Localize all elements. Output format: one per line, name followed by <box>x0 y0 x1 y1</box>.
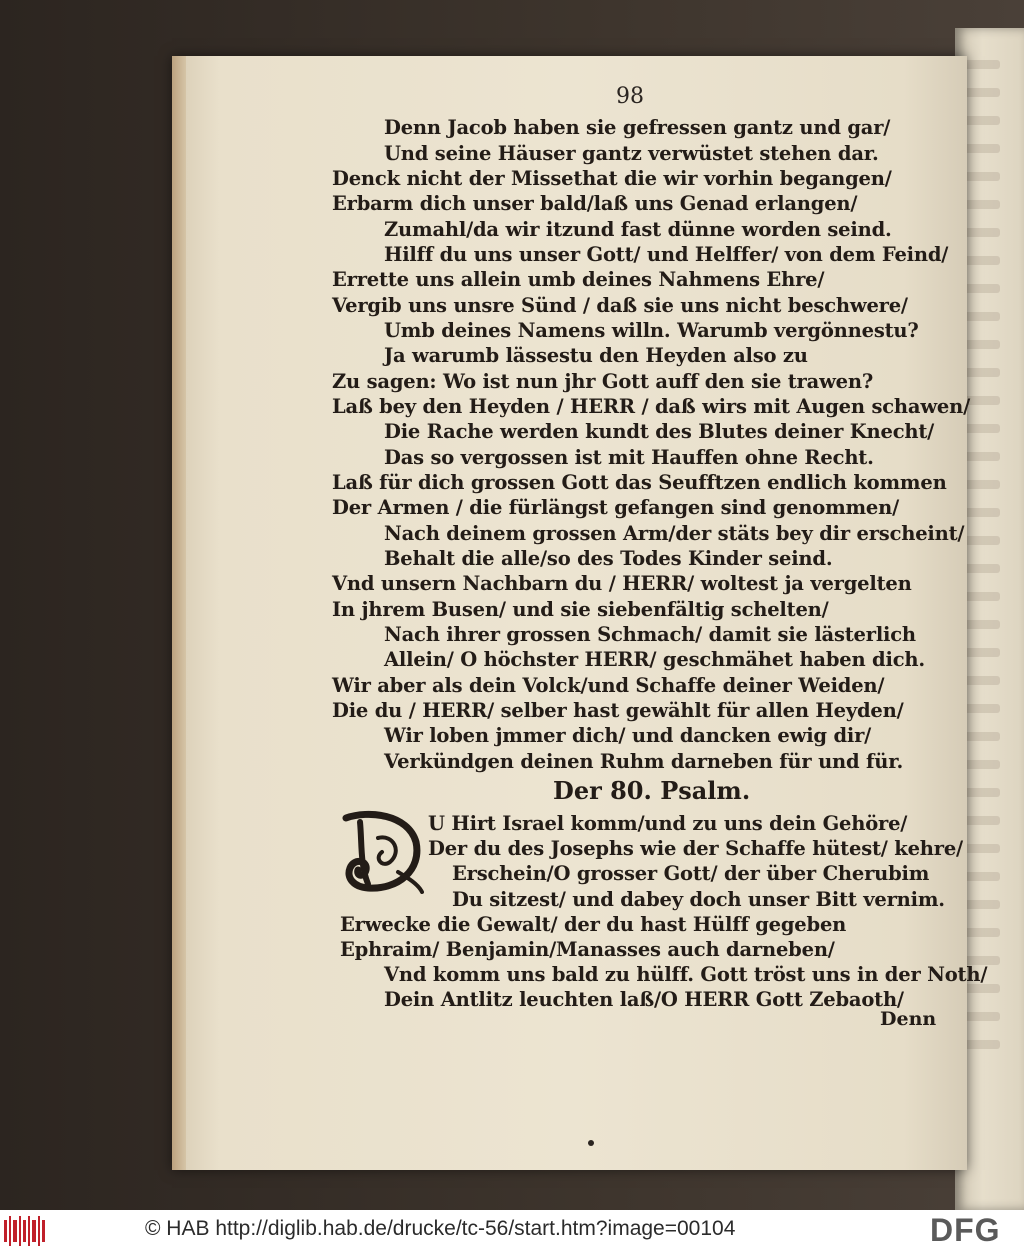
verse-line: Laß für dich grossen Gott das Seufftzen endlich kommen <box>332 471 947 494</box>
ink-dot <box>588 1140 594 1146</box>
psalm-heading: Der 80. Psalm. <box>553 776 751 805</box>
verse-line: Erschein/O grosser Gott/ der über Cherubim <box>452 862 930 885</box>
catchword: Denn <box>880 1008 937 1030</box>
page-number: 98 <box>616 84 644 109</box>
verse-line: Behalt die alle/so des Todes Kinder seind. <box>384 547 833 570</box>
verse-line: Denck nicht der Missethat die wir vorhin begangen/ <box>332 167 892 190</box>
page-edge <box>172 56 186 1170</box>
verse-line: U Hirt Israel komm/und zu uns dein Gehöre/ <box>428 812 908 835</box>
verse-line: Nach ihrer grossen Schmach/ damit sie lästerlich <box>384 623 916 646</box>
verse-line: Die Rache werden kundt des Blutes deiner Knecht/ <box>384 420 935 443</box>
verse-line: Das so vergossen ist mit Hauffen ohne Recht. <box>384 446 874 469</box>
verse-line: Ephraim/ Benjamin/Manasses auch darneben/ <box>340 938 835 961</box>
verse-line: Zu sagen: Wo ist nun jhr Gott auff den sie trawen? <box>332 370 874 393</box>
dfg-logo: DFG <box>930 1212 1001 1248</box>
verse-line: Erbarm dich unser bald/laß uns Genad erlangen/ <box>332 192 858 215</box>
verse-line: Allein/ O höchster HERR/ geschmähet haben dich. <box>384 648 925 671</box>
verse-line: Nach deinem grossen Arm/der stäts bey dir erscheint/ <box>384 522 965 545</box>
verse-line: Vergib uns unsre Sünd / daß sie uns nicht beschwere/ <box>332 294 908 317</box>
verse-line: Der Armen / die fürlängst gefangen sind genommen/ <box>332 496 900 519</box>
verse-line: Hilff du uns unser Gott/ und Helffer/ von dem Feind/ <box>384 243 949 266</box>
verse-line: Du sitzest/ und dabey doch unser Bitt vernim. <box>452 888 945 911</box>
verse-line: Und seine Häuser gantz verwüstet stehen dar. <box>384 142 879 165</box>
verse-line: Verkündgen deinen Ruhm darneben für und für. <box>384 750 904 773</box>
verse-line: Zumahl/da wir itzund fast dünne worden seind. <box>384 218 892 241</box>
verse-line: Erwecke die Gewalt/ der du hast Hülff gegeben <box>340 913 847 936</box>
verse-line: Der du des Josephs wie der Schaffe hütest/ kehre/ <box>428 837 963 860</box>
verse-line: Ja warumb lässestu den Heyden also zu <box>384 344 808 367</box>
verse-line: Laß bey den Heyden / HERR / daß wirs mit Augen schawen/ <box>332 395 971 418</box>
verse-line: Wir loben jmmer dich/ und dancken ewig dir/ <box>384 724 872 747</box>
copyright-link[interactable]: © HAB http://diglib.hab.de/drucke/tc-56/start.htm?image=00104 <box>145 1217 736 1240</box>
verse-line: Umb deines Namens willn. Warumb vergönnestu? <box>384 319 919 342</box>
verse-line: Vnd komm uns bald zu hülff. Gott tröst uns in der Noth/ <box>384 963 988 986</box>
verse-line: Denn Jacob haben sie gefressen gantz und gar/ <box>384 116 891 139</box>
verse-line: Vnd unsern Nachbarn du / HERR/ woltest ja vergelten <box>332 572 912 595</box>
verse-line: Dein Antlitz leuchten laß/O HERR Gott Zebaoth/ <box>384 988 904 1011</box>
hab-barcode-logo-icon <box>4 1216 48 1246</box>
verse-line: Die du / HERR/ selber hast gewählt für allen Heyden/ <box>332 699 904 722</box>
facing-page-text <box>960 60 1020 1160</box>
verse-line: Errette uns allein umb deines Nahmens Ehre/ <box>332 268 825 291</box>
decorated-initial-icon <box>338 808 424 894</box>
verse-line: Wir aber als dein Volck/und Schaffe deiner Weiden/ <box>332 674 885 697</box>
verse-line: In jhrem Busen/ und sie siebenfältig schelten/ <box>332 598 829 621</box>
